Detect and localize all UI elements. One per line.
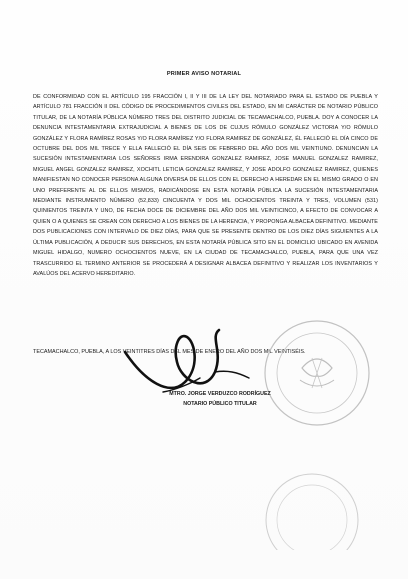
notary-seal: [262, 318, 372, 428]
notary-signature: [115, 312, 265, 402]
notice-body: DE CONFORMIDAD CON EL ARTÍCULO 195 FRACCIÓN I, II Y III DE LA LEY DEL NOTARIADO PARA EL ESTADO DE PUEBLA Y ARTÍCULO 781 FRACCIÓN II DEL CÓDIGO DE PROCEDIMIENTOS CIVILES DEL ESTADO, EN MI CARÁCTER DE NOTARIO PÚBLICO TITULAR, DE LA NOTARÍA PÚBLICA NÚMERO TRES DEL DISTRITO JUDICIAL DE TECAMACHALCO, PUEBLA. DOY A CONOCER LA DENUNCIA INTESTAMENTARIA EXTRAJUDICIAL A BIENES DE LOS DE CUJUS RÓMULO GONZÁLEZ VICTORIA Y/O RÓMULO GONZÁLEZ Y FLORA RAMÍREZ ROSAS Y/O FLORA RAMÍREZ Y/O FLORA RAMIREZ DE GONZÁLEZ, ÉL FALLECIÓ EL DÍA CINCO DE OCTUBRE DEL DOS MIL TRECE Y ELLA FALLECIÓ EL DÍA SEIS DE FEBRERO DEL AÑO DOS MIL VEINTIUNO. DENUNCIAN LA SUCESIÓN INTESTAMENTARIA LOS SEÑORES IRMA ERENDIRA GONZALEZ RAMIREZ, JOSE MANUEL GONZALEZ RAMIREZ, MIGUEL ANGEL GONZALEZ RAMIREZ, XOCHITL LETICIA GONZALEZ RAMIREZ, Y JOSE ADOLFO GONZALEZ RAMIREZ, QUIENES MANIFIESTAN NO CONOCER PERSONA ALGUNA DIVERSA DE ELLOS CON EL DERECHO A HEREDAR EN EL MISMO GRADO O EN UNO PREFERENTE AL DE ELLOS MISMOS, RADICÁNDOSE EN ESTA NOTARÍA PÚBLICA LA SUCESIÓN INTESTAMENTARIA MEDIANTE INSTRUMENTO NÚMERO (52,833) CINCUENTA Y DOS MIL OCHOCIENTOS TREINTA Y TRES, VOLUMEN (531) QUINIENTOS TREINTA Y UNO, DE FECHA DOCE DE DICIEMBRE DEL AÑO DOS MIL VEINTICINCO, A EFECTO DE CONVOCAR A QUIEN O A QUIENES SE CREAN CON DERECHO A LOS BIENES DE LA HERENCIA, Y PROPONGA ALBACEA DEFINITIVO. MEDIANTE DOS PUBLICACIONES CON INTERVALO DE DIEZ DÍAS, PARA QUE SE PRESENTE DENTRO DE LOS DIEZ DÍAS SIGUIENTES A LA ÚLTIMA PUBLICACIÓN, A DEDUCIR SUS DERECHOS, EN ESTA NOTARÍA PÚBLICA SITO EN EL DOMICILIO UBICADO EN AVENIDA MIGUEL HIDALGO, NUMERO OCHOCIENTOS NUEVE, EN LA CIUDAD DE TECAMACHALCO, PUEBLA, PARA QUE UNA VEZ TRASCURRIDO EL TERMINO ANTERIOR SE PROCEDERÁ A DESIGNAR ALBACEA DEFINITIVO Y REALIZAR LOS INVENTARIOS Y AVALÚOS DEL ACERVO HEREDITARIO.: [33, 94, 378, 277]
notice-title: PRIMER AVISO NOTARIAL: [166, 71, 242, 77]
place-and-date: TECAMACHALCO, PUEBLA, A LOS VEINTITRES DÍAS DEL MES DE ENERO DEL AÑO DOS MIL VEINTISÉIS.: [33, 349, 306, 355]
notary-seal-secondary: [262, 470, 362, 550]
signatory-role: NOTARIO PÚBLICO TITULAR: [183, 401, 257, 407]
signatory-name: MTRO. JORGE VERDUZCO RODRÍGUEZ: [169, 391, 271, 397]
